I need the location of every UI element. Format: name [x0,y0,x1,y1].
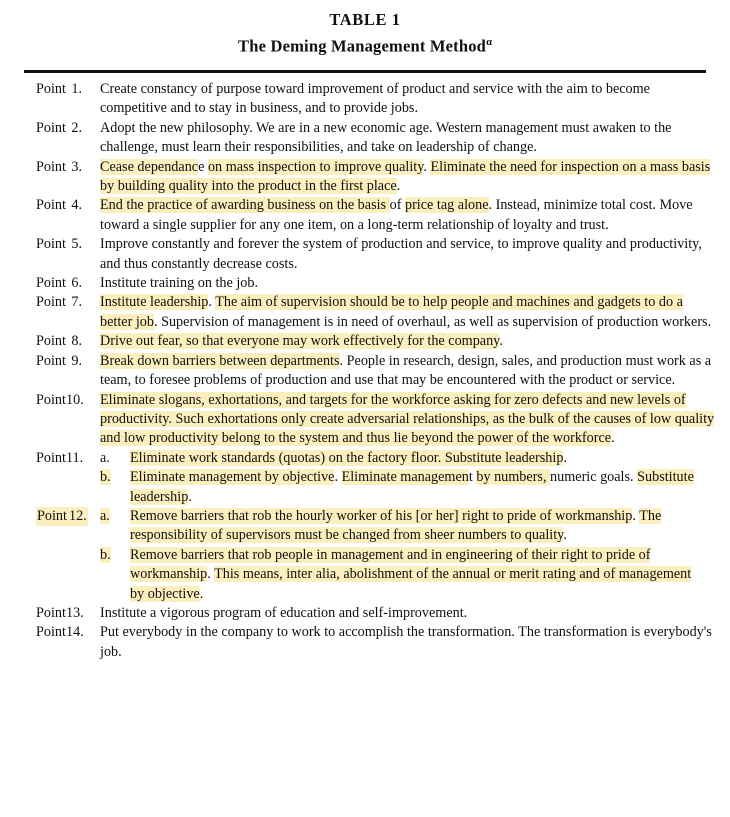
highlighted-text: on a mass [622,158,682,175]
highlighted-text: of their right to pride of workmanship [130,546,651,583]
highlighted-text: barriers [180,546,228,563]
highlighted-text: and low productivity [100,430,222,447]
highlighted-text: departments [270,352,340,369]
plain-text: . [563,527,567,544]
plain-text: . Supervision of management is in need of overhaul, as well as supervision of production workers. [153,313,712,330]
sub-item-letter [100,449,130,468]
highlighted-text: or merit rating and of management [493,566,692,583]
point-label-word: Point [36,333,66,350]
sub-item-letter-text: b. [100,469,111,486]
highlighted-text: Institute [100,294,151,311]
point-row [0,274,730,293]
highlighted-text: leadership [130,488,189,505]
highlighted-text: targets for the workforce [309,391,454,408]
table-number: TABLE 1 [329,10,401,29]
highlighted-text: belong [221,430,264,447]
sub-item-letter-text: a. [100,449,110,466]
points-list [0,80,730,662]
point-label-number: 10. [65,391,84,408]
highlighted-text: managemen [400,469,469,486]
point-row [0,158,730,197]
highlighted-text: Eliminate [100,391,159,408]
point-row [0,449,730,507]
point-label-word: Point [36,352,66,369]
highlighted-text: the power of the workforce [456,430,612,447]
point-label [0,119,82,138]
plain-text: Institute a vigorous program of education and self-improvement. [100,604,468,621]
plain-text: . People in research, design, sales, and production must work as a team, to foresee problems of production and use that may be encountered with the product or service. [100,352,712,389]
highlighted-text: exhortations, [208,391,286,408]
sub-item-row [100,468,716,507]
highlighted-text: Drive out fear, so that everyone [100,333,283,350]
highlighted-text: into the product in the first place [211,178,397,195]
point-label [0,391,82,410]
highlighted-text: from sheer numbers [393,527,511,544]
point-row [0,352,730,391]
table-title-footnote-marker: α [486,37,492,48]
highlighted-text: and new levels [585,391,674,408]
sub-item-text [130,546,716,604]
plain-text: . [396,178,401,195]
point-row [0,119,730,158]
point-body [82,119,730,158]
highlighted-text: and [285,391,310,408]
highlighted-text: (quotas) on the factory floor. Substitute leadership [278,449,564,466]
plain-text: . [334,469,342,486]
point-row [0,332,730,351]
point-row [0,507,730,604]
highlighted-text: for the [407,333,449,350]
point-label [0,293,82,312]
highlighted-text: End the practice [100,197,196,214]
highlighted-text: basis [681,158,711,175]
plain-text: . [632,507,640,524]
highlighted-text: as the bulk of the causes [492,410,635,427]
point-label-number: 13. [65,604,84,621]
point-body [82,449,730,507]
point-label-word: Point [36,158,66,175]
highlighted-text: management [188,469,265,486]
highlighted-text: Break down barriers between [100,352,271,369]
highlighted-text: Substitute [637,469,694,486]
plain-text: . [188,488,192,505]
table-heading [0,0,730,58]
highlighted-text: barriers [180,507,228,524]
point-label [0,196,82,215]
highlighted-text: to the system [263,430,343,447]
point-body [82,293,730,332]
highlighted-text: of productivity. [100,391,686,427]
point-body [82,352,730,391]
sub-item-letter [100,546,130,565]
plain-text: Create constancy of purpose toward improvement of product and service with the aim to become competitive and to stay in business, and to provide jobs. [100,81,650,117]
point-label-word: Point [36,197,66,214]
point-body [82,332,730,351]
plain-text: Improve constantly and forever the system of production and service, to improve quality and productivity, and thus constantly decrease costs. [100,236,702,272]
plain-text: Put everybody in the company to work to accomplish the transformation. The transformation is everybody's job. [100,624,712,660]
point-label [0,604,82,623]
highlighted-text: only create adversarial relationships, [281,410,493,427]
plain-text: numeric goals. [550,469,638,486]
plain-text: . [207,566,215,583]
highlighted-text: by objective [130,585,200,602]
sub-item-row [100,546,716,604]
highlighted-text: effectively [343,333,408,350]
highlighted-text: Cease dependanc [100,158,199,175]
highlighted-text: inter alia, [286,566,344,583]
point-label-word: Point [36,119,66,136]
highlighted-text: on mass [207,158,258,175]
highlighted-text: abolishment [343,566,417,583]
highlighted-text: and machines [492,294,574,311]
point-body [82,507,730,604]
point-body [82,196,730,235]
point-label [0,274,82,293]
point-row [0,196,730,235]
point-label-word: Point [36,81,66,97]
sub-item-row [100,507,716,546]
point-label-number: 3. [71,158,82,175]
highlighted-text: Remove [130,507,181,524]
point-label-number: 2. [71,119,82,136]
point-label-word: Point [36,391,66,408]
sub-item-row [100,449,716,468]
highlighted-text: to do a better job [100,294,683,330]
sub-item-letter-text: a. [100,507,110,524]
highlighted-text: must be changed [294,527,394,544]
sub-item-text [130,468,716,507]
point-label-number: 5. [71,236,82,253]
highlighted-text: on the basis [319,197,390,214]
point-row [0,293,730,332]
highlighted-text: help people [422,294,493,311]
highlighted-text: company [448,333,500,350]
table-title-text: The Deming Management Method [238,36,487,56]
highlighted-text: The responsibility [130,507,662,544]
point-label [0,507,87,526]
highlighted-text: work [310,333,344,350]
point-label-number: 11. [65,449,84,466]
point-body [82,604,730,623]
point-label-word: Point [36,507,68,526]
sub-item-list [100,449,716,507]
highlighted-text: Eliminate [341,469,401,486]
point-label-word: Point [36,275,66,292]
sub-item-letter [100,468,130,487]
highlighted-text: slogans, [158,391,209,408]
highlighted-text: to improve quality [319,158,424,175]
point-body [82,235,730,274]
sub-item-letter [100,507,130,526]
highlighted-text: that rob the hourly worker of his [or her] right to pride of workmanship [227,507,633,524]
point-label-number: 12. [68,507,88,526]
plain-text: . [563,449,567,466]
highlighted-text: business [267,197,320,214]
point-label-word: Point [36,624,66,641]
point-body [82,391,730,449]
point-label [0,332,82,351]
highlighted-text: of low quality [634,410,715,427]
sub-item-list [100,507,716,604]
point-body [82,623,730,662]
table-title [0,31,730,58]
highlighted-text: This means, [214,566,287,583]
table-top-rule [24,70,706,73]
plain-text: . [611,430,615,447]
point-label [0,80,82,99]
highlighted-text: The aim of [215,294,281,311]
point-row [0,623,730,662]
highlighted-text: price tag [404,197,458,214]
point-label [0,352,82,371]
point-label-word: Point [36,294,66,311]
highlighted-text: Such exhortations [175,410,282,427]
sub-item-text [130,507,716,546]
highlighted-text: quality [168,178,212,195]
highlighted-text: supervision [281,294,350,311]
plain-text: . [423,158,431,175]
point-row [0,235,730,274]
point-row [0,391,730,449]
point-label-number: 8. [71,333,82,350]
highlighted-text: Remove [130,546,181,563]
point-body [82,274,730,293]
highlighted-text: alone [457,197,489,214]
point-label [0,449,82,468]
plain-text: Institute training on the job. [100,275,259,292]
highlighted-text: asking [453,391,495,408]
plain-text: Adopt the new philosophy. We are in a new economic age. Western management must awaken to the challenge, must learn their responsibilities, and take on leadership of change. [100,119,672,156]
highlighted-text: Eliminate [130,449,189,466]
point-label-number: 7. [71,294,82,311]
plain-text: . [208,294,216,311]
sub-item-text [130,449,716,468]
highlighted-text: in management [316,546,407,563]
highlighted-text: may [282,333,311,350]
highlighted-text: Eliminate [130,469,189,486]
point-label-number: 6. [71,275,82,292]
point-label-number: 4. [71,197,82,214]
highlighted-text: by building [100,178,169,195]
plain-text: . [499,333,503,350]
highlighted-text: and in engineering [406,546,517,563]
highlighted-text: of awarding [195,197,268,214]
point-label [0,158,82,177]
point-label-word: Point [36,236,66,253]
highlighted-text: to quality [510,527,564,544]
point-row [0,80,730,119]
point-row [0,604,730,623]
highlighted-text: that rob people [227,546,317,563]
plain-text: . [199,585,204,602]
highlighted-text: and thus lie beyond [342,430,457,447]
highlighted-text: should be to [349,294,423,311]
highlighted-text: of the annual [416,566,494,583]
plain-text: t [468,469,477,486]
point-label-word: Point [36,604,66,621]
point-label-number: 9. [71,352,82,369]
sub-item-letter-text: b. [100,546,111,563]
point-label [0,623,82,642]
highlighted-text: leadership [150,294,209,311]
highlighted-text: for zero defects [494,391,586,408]
point-label-number: 1. [71,81,82,97]
highlighted-text: inspection [257,158,320,175]
point-label-word: Point [36,449,66,466]
highlighted-text: of supervisors [210,527,295,544]
plain-text: e [198,158,208,175]
highlighted-text: the need for inspection [489,158,623,175]
highlighted-text: by numbers, [476,469,551,486]
point-label-number: 14. [65,624,84,641]
plain-text: of [389,197,405,214]
highlighted-text: and gadgets [573,294,645,311]
highlighted-text: by objective [264,469,335,486]
point-label [0,235,82,254]
plain-text: . Instead, minimize total cost. Move toward a single supplier for any one item, on a long-term relationship of loyalty and trust. [100,197,693,233]
highlighted-text: Eliminate [430,158,490,175]
point-body [82,80,730,119]
point-body [82,158,730,197]
table-bottom-rule [30,803,712,806]
highlighted-text: work standards [188,449,279,466]
